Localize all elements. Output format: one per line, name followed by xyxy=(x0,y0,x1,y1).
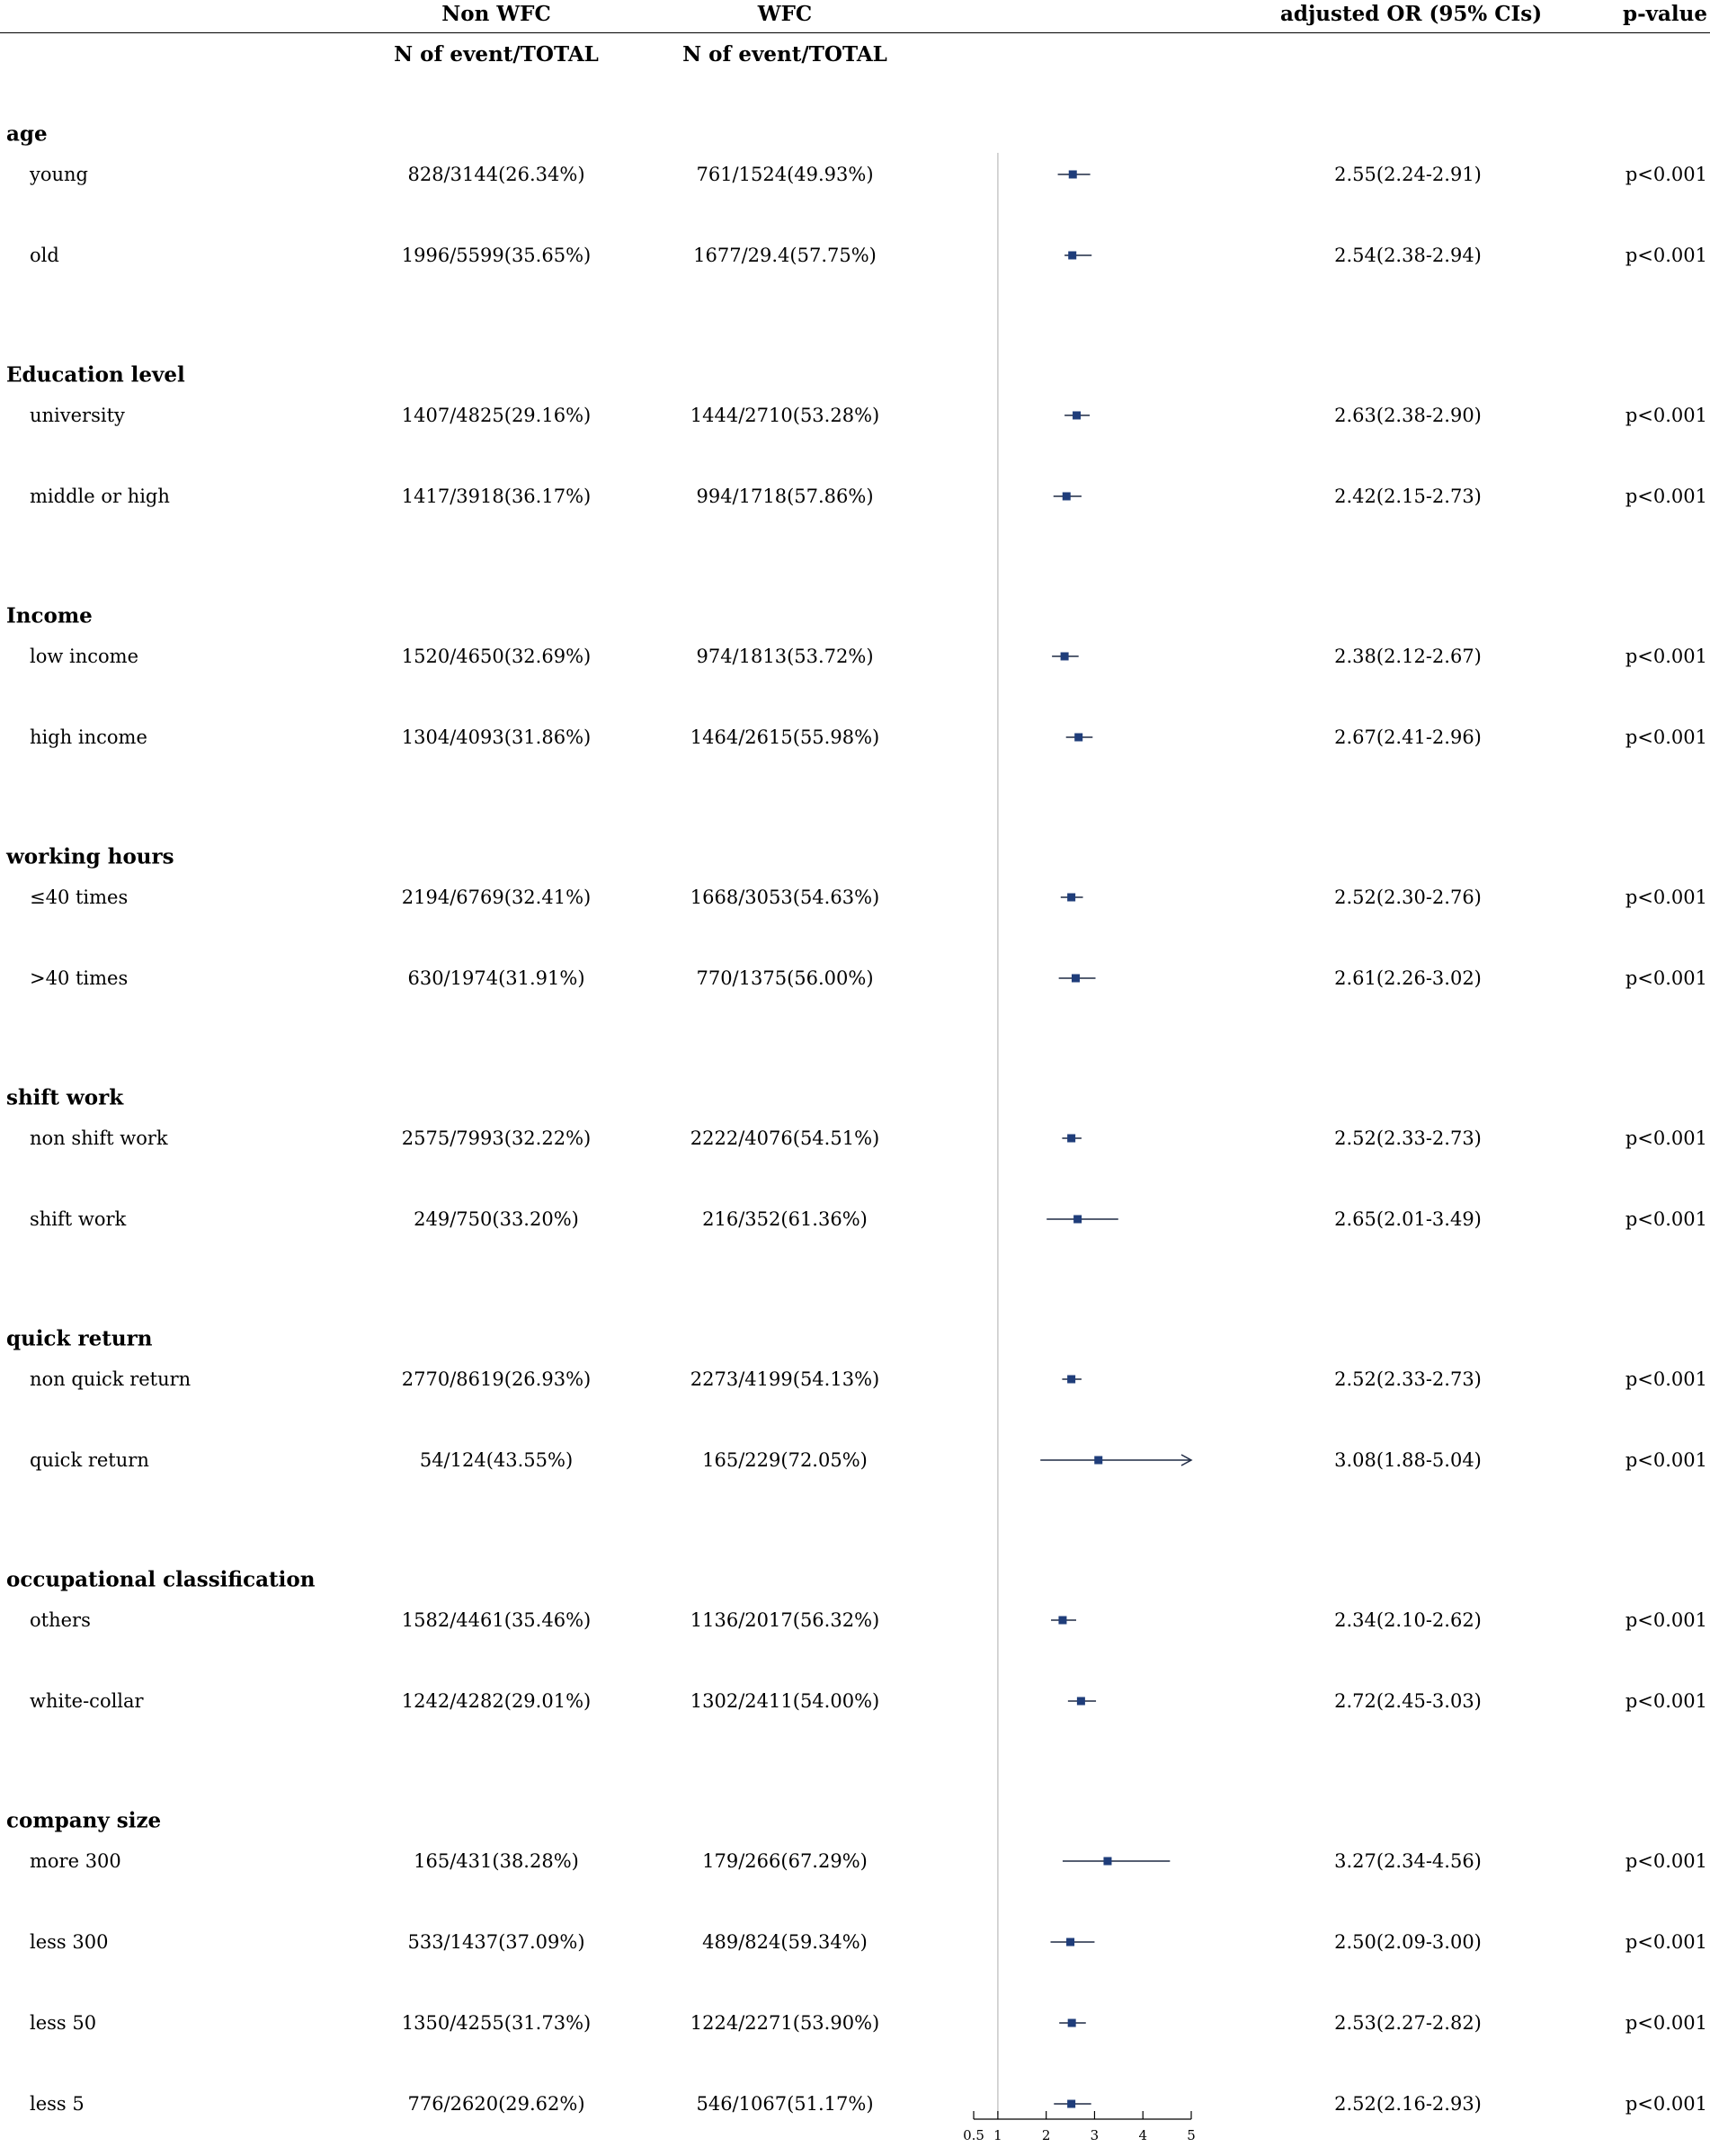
or-point xyxy=(1074,734,1082,742)
row-label: shift work xyxy=(30,1208,127,1230)
non-wfc-value: 1996/5599(35.65%) xyxy=(401,245,592,266)
non-wfc-value: 2770/8619(26.93%) xyxy=(401,1368,592,1390)
non-wfc-value: 776/2620(29.62%) xyxy=(407,2093,585,2115)
or-value: 2.52(2.16-2.93) xyxy=(1334,2093,1482,2115)
or-value: 2.65(2.01-3.49) xyxy=(1334,1208,1482,1230)
non-wfc-value: 2575/7993(32.22%) xyxy=(401,1127,592,1149)
or-value: 2.63(2.38-2.90) xyxy=(1334,405,1482,426)
wfc-value: 1677/29.4(57.75%) xyxy=(693,245,877,266)
p-value: p<0.001 xyxy=(1625,405,1707,426)
row-label: old xyxy=(30,245,59,266)
or-value: 2.42(2.15-2.73) xyxy=(1334,486,1482,507)
row-label: middle or high xyxy=(30,486,170,507)
wfc-value: 1668/3053(54.63%) xyxy=(690,886,880,908)
row-label: less 50 xyxy=(30,2012,97,2034)
header-non-wfc-subtitle: N of event/TOTAL xyxy=(394,42,599,67)
wfc-value: 761/1524(49.93%) xyxy=(696,164,874,185)
row-label: less 300 xyxy=(30,1931,109,1953)
non-wfc-value: 1417/3918(36.17%) xyxy=(401,486,592,507)
wfc-value: 2222/4076(54.51%) xyxy=(690,1127,880,1149)
wfc-value: 1224/2271(53.90%) xyxy=(690,2012,880,2034)
p-value: p<0.001 xyxy=(1625,1208,1707,1230)
wfc-value: 1444/2710(53.28%) xyxy=(690,405,880,426)
row-label: white-collar xyxy=(30,1690,144,1712)
header-adjusted-or: adjusted OR (95% CIs) xyxy=(1280,2,1543,26)
or-point xyxy=(1067,1376,1075,1384)
p-value: p<0.001 xyxy=(1625,726,1707,748)
p-value: p<0.001 xyxy=(1625,2012,1707,2034)
or-point xyxy=(1069,171,1077,179)
group-label: occupational classification xyxy=(6,1567,316,1592)
wfc-value: 2273/4199(54.13%) xyxy=(690,1368,880,1390)
row-label: others xyxy=(30,1609,91,1631)
or-value: 2.53(2.27-2.82) xyxy=(1334,2012,1482,2034)
wfc-value: 994/1718(57.86%) xyxy=(696,486,874,507)
row-label: more 300 xyxy=(30,1850,121,1872)
or-value: 2.52(2.33-2.73) xyxy=(1334,1368,1482,1390)
p-value: p<0.001 xyxy=(1625,245,1707,266)
or-point xyxy=(1077,1697,1085,1706)
x-tick-label: 4 xyxy=(1138,2127,1147,2143)
or-value: 2.54(2.38-2.94) xyxy=(1334,245,1482,266)
p-value: p<0.001 xyxy=(1625,1368,1707,1390)
non-wfc-value: 1407/4825(29.16%) xyxy=(401,405,592,426)
header-wfc: WFC xyxy=(757,2,813,26)
non-wfc-value: 533/1437(37.09%) xyxy=(407,1931,585,1953)
non-wfc-value: 249/750(33.20%) xyxy=(414,1208,579,1230)
wfc-value: 1464/2615(55.98%) xyxy=(690,726,880,748)
row-label: low income xyxy=(30,646,138,667)
row-label: less 5 xyxy=(30,2093,85,2115)
p-value: p<0.001 xyxy=(1625,1449,1707,1471)
or-point xyxy=(1103,1858,1111,1866)
p-value: p<0.001 xyxy=(1625,164,1707,185)
or-point xyxy=(1067,1135,1075,1143)
or-value: 3.08(1.88-5.04) xyxy=(1334,1449,1482,1471)
or-value: 2.52(2.30-2.76) xyxy=(1334,886,1482,908)
or-value: 2.72(2.45-3.03) xyxy=(1334,1690,1482,1712)
wfc-value: 546/1067(51.17%) xyxy=(696,2093,874,2115)
p-value: p<0.001 xyxy=(1625,486,1707,507)
or-value: 2.50(2.09-3.00) xyxy=(1334,1931,1482,1953)
or-value: 3.27(2.34-4.56) xyxy=(1334,1850,1482,1872)
wfc-value: 489/824(59.34%) xyxy=(702,1931,868,1953)
row-label: non shift work xyxy=(30,1127,168,1149)
p-value: p<0.001 xyxy=(1625,967,1707,989)
non-wfc-value: 1582/4461(35.46%) xyxy=(401,1609,592,1631)
group-label: quick return xyxy=(6,1326,153,1351)
row-label: quick return xyxy=(30,1449,149,1471)
header-non-wfc: Non WFC xyxy=(441,2,551,26)
or-value: 2.61(2.26-3.02) xyxy=(1334,967,1482,989)
or-value: 2.38(2.12-2.67) xyxy=(1334,646,1482,667)
non-wfc-value: 1350/4255(31.73%) xyxy=(401,2012,592,2034)
or-point xyxy=(1066,1938,1074,1947)
p-value: p<0.001 xyxy=(1625,646,1707,667)
x-tick-label: 5 xyxy=(1187,2127,1196,2143)
p-value: p<0.001 xyxy=(1625,886,1707,908)
wfc-value: 974/1813(53.72%) xyxy=(696,646,874,667)
non-wfc-value: 165/431(38.28%) xyxy=(414,1850,579,1872)
row-label: young xyxy=(30,164,88,185)
non-wfc-value: 1304/4093(31.86%) xyxy=(401,726,592,748)
p-value: p<0.001 xyxy=(1625,1127,1707,1149)
wfc-value: 216/352(61.36%) xyxy=(702,1208,868,1230)
or-value: 2.55(2.24-2.91) xyxy=(1334,164,1482,185)
wfc-value: 1302/2411(54.00%) xyxy=(690,1690,880,1712)
p-value: p<0.001 xyxy=(1625,1931,1707,1953)
row-label: non quick return xyxy=(30,1368,191,1390)
row-label: ≤40 times xyxy=(30,886,129,908)
p-value: p<0.001 xyxy=(1625,1850,1707,1872)
non-wfc-value: 54/124(43.55%) xyxy=(419,1449,574,1471)
p-value: p<0.001 xyxy=(1625,2093,1707,2115)
group-label: working hours xyxy=(6,844,174,869)
or-point xyxy=(1061,653,1069,661)
or-point xyxy=(1067,894,1075,902)
wfc-value: 770/1375(56.00%) xyxy=(696,967,874,989)
or-point xyxy=(1063,493,1071,501)
or-point xyxy=(1094,1457,1102,1465)
group-label: shift work xyxy=(6,1085,124,1110)
non-wfc-value: 630/1974(31.91%) xyxy=(407,967,585,989)
or-point xyxy=(1068,2019,1076,2027)
group-label: age xyxy=(6,121,48,147)
x-tick-label: 0.5 xyxy=(963,2127,984,2143)
non-wfc-value: 1242/4282(29.01%) xyxy=(401,1690,592,1712)
group-label: company size xyxy=(6,1808,162,1833)
row-label: university xyxy=(30,405,125,426)
non-wfc-value: 1520/4650(32.69%) xyxy=(401,646,592,667)
or-point xyxy=(1072,975,1080,983)
header-p-value: p-value xyxy=(1623,2,1707,26)
wfc-value: 165/229(72.05%) xyxy=(702,1449,868,1471)
wfc-value: 1136/2017(56.32%) xyxy=(690,1609,880,1631)
or-point xyxy=(1058,1617,1066,1625)
non-wfc-value: 828/3144(26.34%) xyxy=(407,164,585,185)
or-point xyxy=(1073,412,1081,420)
header-wfc-subtitle: N of event/TOTAL xyxy=(682,42,887,67)
group-label: Income xyxy=(6,603,93,628)
x-tick-label: 2 xyxy=(1041,2127,1051,2143)
x-tick-label: 1 xyxy=(993,2127,1002,2143)
p-value: p<0.001 xyxy=(1625,1609,1707,1631)
wfc-value: 179/266(67.29%) xyxy=(702,1850,868,1872)
group-label: Education level xyxy=(6,362,185,388)
non-wfc-value: 2194/6769(32.41%) xyxy=(401,886,592,908)
x-tick-label: 3 xyxy=(1090,2127,1100,2143)
or-value: 2.52(2.33-2.73) xyxy=(1334,1127,1482,1149)
or-value: 2.34(2.10-2.62) xyxy=(1334,1609,1482,1631)
row-label: high income xyxy=(30,726,147,748)
or-point xyxy=(1067,2100,1075,2108)
row-label: >40 times xyxy=(30,967,129,989)
or-point xyxy=(1073,1216,1082,1224)
or-value: 2.67(2.41-2.96) xyxy=(1334,726,1482,748)
p-value: p<0.001 xyxy=(1625,1690,1707,1712)
or-point xyxy=(1068,252,1076,260)
